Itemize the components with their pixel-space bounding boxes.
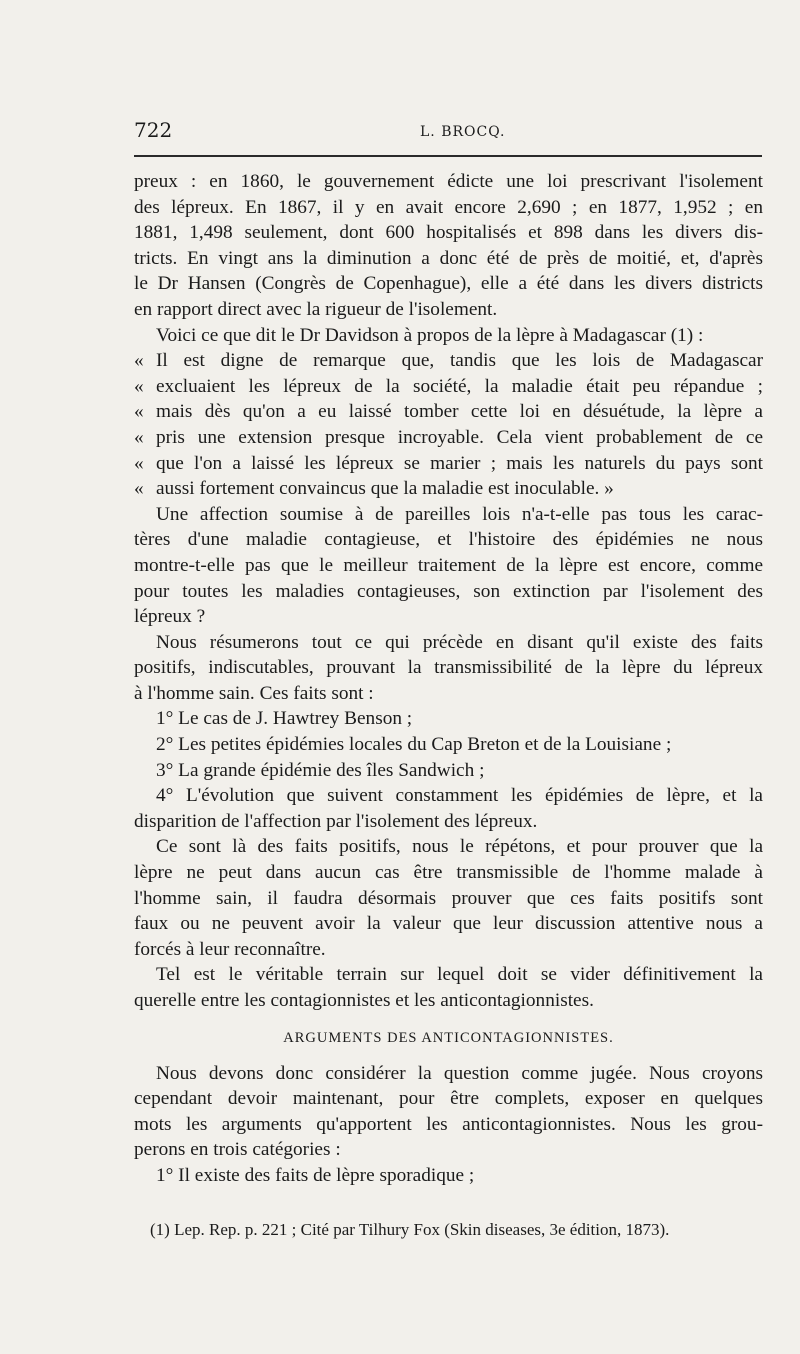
paragraph (134, 962, 763, 1013)
quote-mark: « (134, 350, 144, 372)
quote-text: excluaient les lépreux de la société, la maladie était peu répandue ; (156, 375, 763, 397)
quote-text: que l'on a laissé les lépreux se marier ; mais les naturels du pays sont (156, 452, 763, 474)
text-line: Nous résumerons tout ce qui précède en disant qu'il existe des faits (156, 631, 763, 653)
text-line: cependant devoir maintenant, pour être complets, exposer en quelques (134, 1088, 763, 1110)
header-rule (134, 155, 762, 157)
text-line: perons en trois catégories : (134, 1139, 341, 1161)
text-line: Ce sont là des faits positifs, nous le répétons, et pour prouver que la (156, 836, 763, 858)
list-item: 3° La grande épidémie des îles Sandwich ; (156, 759, 485, 781)
quote-mark: « (134, 401, 144, 423)
text-line: en rapport direct avec la rigueur de l'isolement. (134, 298, 498, 320)
quote-text: aussi fortement convaincus que la maladie est inoculable. » (156, 478, 614, 500)
text-line: Nous devons donc considérer la question comme jugée. Nous croyons (156, 1062, 763, 1084)
text-line: forcés à leur reconnaître. (134, 938, 326, 960)
facts-list (134, 706, 763, 834)
paragraph (134, 1061, 763, 1163)
body-text (134, 169, 763, 1189)
quote-mark: « (134, 478, 144, 500)
text-line: tères d'une maladie contagieuse, et l'histoire des épidémies ne nous (134, 529, 763, 551)
quote-text: pris une extension presque incroyable. Cela vient probablement de ce (156, 426, 763, 448)
paragraph (134, 630, 763, 707)
text-line: lèpre ne peut dans aucun cas être transmissible de l'homme malade à (134, 862, 763, 884)
quote-line (134, 451, 763, 477)
quote-mark: « (134, 375, 144, 397)
list-item: 2° Les petites épidémies locales du Cap Breton et de la Louisiane ; (156, 734, 672, 756)
text-line: l'homme sain, il faudra désormais prouver que ces faits positifs sont (134, 887, 763, 909)
text-line: querelle entre les contagionnistes et les anticontagionnistes. (134, 990, 594, 1011)
text-line: Voici ce que dit le Dr Davidson à propos de la lèpre à Madagascar (1) : (156, 324, 704, 346)
text-line: pour toutes les maladies contagieuses, son extinction par l'isolement des (134, 580, 763, 602)
paragraph (134, 834, 763, 962)
quote-line (134, 425, 763, 451)
paragraph (134, 502, 763, 630)
paragraph (134, 169, 763, 323)
text-line: mots les arguments qu'apportent les anticontagionnistes. Nous les grou- (134, 1113, 763, 1135)
text-line: Une affection soumise à de pareilles lois n'a-t-elle pas tous les carac- (156, 503, 763, 525)
text-line: le Dr Hansen (Congrès de Copenhague), elle a été dans les divers districts (134, 273, 763, 295)
text-line: Tel est le véritable terrain sur lequel doit se vider définitivement la (156, 964, 763, 986)
text-line: faux ou ne peuvent avoir la valeur que leur discussion attentive nous a (134, 913, 763, 935)
footnote: (1) Lep. Rep. p. 221 ; Cité par Tilhury Fox (Skin diseases, 3e édition, 1873). (150, 1220, 670, 1239)
text-line: lépreux ? (134, 606, 206, 628)
page-number: 722 (134, 118, 173, 142)
text-line: à l'homme sain. Ces faits sont : (134, 682, 374, 704)
list-item: 4° L'évolution que suivent constamment les épidémies de lèpre, et la (156, 785, 763, 807)
list-item: 1° Il existe des faits de lèpre sporadique ; (156, 1164, 475, 1186)
quote-mark: « (134, 452, 144, 474)
quote-text: Il est digne de remarque que, tandis que les lois de Madagascar (156, 350, 763, 372)
text-line: 1881, 1,498 seulement, dont 600 hospitalisés et 898 dans les divers dis- (134, 222, 763, 244)
quotation (134, 348, 763, 502)
section-title: ARGUMENTS DES ANTICONTAGIONNISTES. (283, 1029, 614, 1046)
quote-line (134, 399, 763, 425)
text-line: tricts. En vingt ans la diminution a donc été de près de moitié, et, d'après (134, 247, 763, 269)
text-line: positifs, indiscutables, prouvant la transmissibilité de la lèpre du lépreux (134, 657, 763, 679)
quote-line (134, 374, 763, 400)
list-item-continuation: disparition de l'affection par l'isolement des lépreux. (134, 810, 538, 832)
quote-line (134, 476, 763, 502)
list-item: 1° Le cas de J. Hawtrey Benson ; (156, 708, 413, 730)
quote-text: mais dès qu'on a eu laissé tomber cette loi en désuétude, la lèpre a (156, 401, 763, 423)
quote-line (134, 348, 763, 374)
text-line: des lépreux. En 1867, il y en avait encore 2,690 ; en 1877, 1,952 ; en (134, 196, 763, 218)
running-head: L. BROCQ. (420, 124, 506, 140)
page-header (134, 112, 762, 142)
paragraph (134, 323, 763, 349)
text-line: montre-t-elle pas que le meilleur traitement de la lèpre est encore, comme (134, 554, 763, 576)
text-line: preux : en 1860, le gouvernement édicte une loi prescrivant l'isolement (134, 171, 763, 192)
quote-mark: « (134, 426, 144, 448)
